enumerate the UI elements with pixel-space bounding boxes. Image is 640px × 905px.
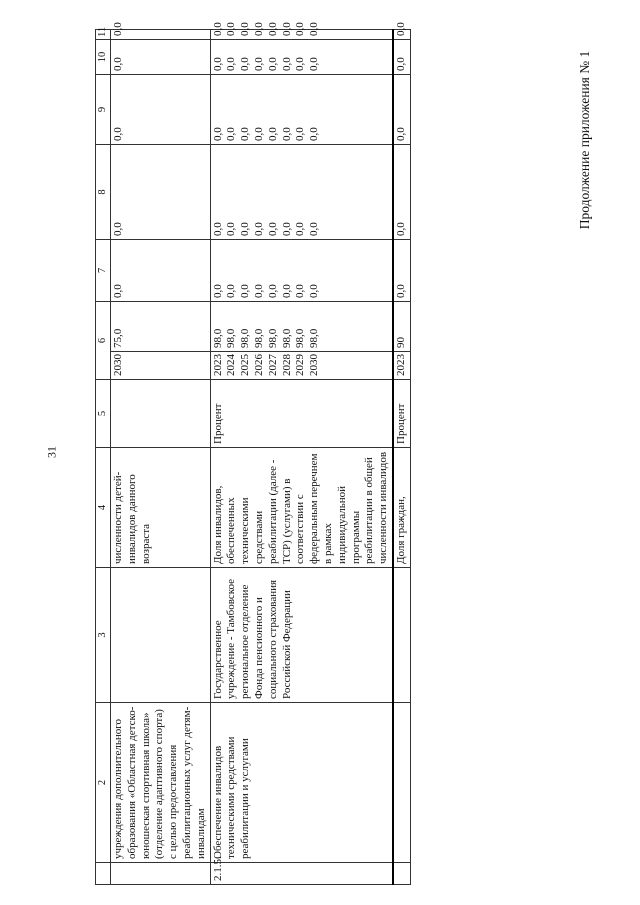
col9-value: 0,0: [211, 127, 224, 141]
header-cell: 4: [96, 448, 111, 568]
value-cell: [210, 302, 393, 352]
value-value: 75,0: [112, 328, 124, 348]
year-value: 2025: [239, 354, 252, 376]
row-number-cell: [111, 863, 211, 885]
col8-value: 0,0: [239, 222, 252, 236]
year-cell: [210, 352, 393, 380]
name-cell: [393, 703, 410, 863]
header-cell: 8: [96, 145, 111, 240]
table-row: [111, 30, 211, 885]
col7-value: 0,0: [394, 284, 407, 298]
header-cell: 2: [96, 703, 111, 863]
col9-value: 0,0: [280, 127, 293, 141]
col7-cell: [111, 240, 211, 302]
year-value: 2023: [211, 354, 224, 376]
header-cell: [96, 863, 111, 885]
col7-value: 0,0: [225, 284, 238, 298]
name-cell: учреждения дополнительного образования «Областная детско-юношеская спортивная школа» (отделение адаптивного спорта) с целью предоставления реабилитационных услуг детям-инвалидам: [111, 703, 211, 863]
col8-value: 0,0: [294, 222, 307, 236]
year-value: 2030: [308, 354, 321, 376]
row-number-cell: 2.1.5.: [210, 863, 393, 885]
col11-value: 0,0: [225, 22, 238, 36]
col7-value: 0,0: [308, 284, 321, 298]
col7-value: 0,0: [252, 284, 265, 298]
col10-cell: [393, 40, 410, 75]
indicator-cell: Доля граждан,: [393, 448, 410, 568]
table-body: [96, 22, 411, 885]
value-cell: [111, 302, 211, 352]
col11-value: 0,0: [280, 22, 293, 36]
col11-value: 0,0: [211, 22, 224, 36]
col7-value: 0,0: [112, 284, 124, 298]
value-value: 98,0: [239, 328, 252, 348]
rotated-table-container: [95, 22, 570, 885]
appendix-title: Продолжение приложения № 1: [577, 50, 592, 230]
indicator-cell: Доля инвалидов, обеспеченных техническими средствами реабилитации (далее - ТСР) (услугами) в соответствии с федеральным перечнем в рамках индивидуальной программы реабилитации в общей численности инвалидов: [210, 448, 393, 568]
value-value: 98,0: [280, 328, 293, 348]
year-value: 2027: [266, 354, 279, 376]
col8-value: 0,0: [252, 222, 265, 236]
header-cell: 3: [96, 568, 111, 703]
col9-value: 0,0: [252, 127, 265, 141]
col7-cell: [210, 240, 393, 302]
col10-value: 0,0: [112, 57, 124, 71]
value-value: 98,0: [294, 328, 307, 348]
col10-value: 0,0: [280, 57, 293, 71]
header-row: [96, 30, 111, 885]
value-value: 98,0: [211, 328, 224, 348]
col11-cell: [111, 22, 211, 40]
col11-cell: [393, 22, 410, 40]
col9-value: 0,0: [308, 127, 321, 141]
col8-cell: [393, 145, 410, 240]
year-cell: [393, 352, 410, 380]
col9-value: 0,0: [394, 127, 407, 141]
col10-value: 0,0: [225, 57, 238, 71]
year-value: 2030: [112, 354, 124, 376]
col7-value: 0,0: [266, 284, 279, 298]
table-row: [210, 30, 393, 885]
value-value: 98,0: [308, 328, 321, 348]
col11-value: 0,0: [239, 22, 252, 36]
executor-cell: [393, 568, 410, 703]
col8-cell: [111, 145, 211, 240]
value-cell: [393, 302, 410, 352]
col8-value: 0,0: [308, 222, 321, 236]
col11-value: 0,0: [266, 22, 279, 36]
year-value: 2029: [294, 354, 307, 376]
indicator-cell: численности детей-инвалидов данного возраста: [111, 448, 211, 568]
col10-value: 0,0: [252, 57, 265, 71]
col10-value: 0,0: [211, 57, 224, 71]
value-value: 90: [394, 337, 407, 348]
col8-value: 0,0: [112, 222, 124, 236]
col7-value: 0,0: [211, 284, 224, 298]
executor-cell: Государственное учреждение - Тамбовское региональное отделение Фонда пенсионного и социального страхования Российской Федерации: [210, 568, 393, 703]
unit-cell: [111, 380, 211, 448]
col11-cell: [210, 22, 393, 40]
col11-value: 0,0: [308, 22, 321, 36]
col7-cell: [393, 240, 410, 302]
year-value: 2024: [225, 354, 238, 376]
col7-value: 0,0: [294, 284, 307, 298]
col9-cell: [393, 75, 410, 145]
header-cell: 11: [96, 30, 111, 40]
row-number-cell: [393, 863, 410, 885]
col10-value: 0,0: [294, 57, 307, 71]
col8-value: 0,0: [266, 222, 279, 236]
col10-value: 0,0: [308, 57, 321, 71]
col9-value: 0,0: [225, 127, 238, 141]
col10-value: 0,0: [394, 57, 407, 71]
col11-value: 0,0: [294, 22, 307, 36]
col11-value: 0,0: [252, 22, 265, 36]
col9-value: 0,0: [239, 127, 252, 141]
unit-cell: Процент: [210, 380, 393, 448]
table-row: [393, 30, 410, 885]
value-value: 98,0: [266, 328, 279, 348]
col10-cell: [210, 40, 393, 75]
header-cell: 6: [96, 302, 111, 380]
name-cell: Обеспечение инвалидов техническими средствами реабилитации и услугами: [210, 703, 393, 863]
indicators-table: [95, 22, 411, 885]
year-value: 2023: [394, 354, 407, 376]
header-cell: 7: [96, 240, 111, 302]
col8-value: 0,0: [225, 222, 238, 236]
col8-cell: [210, 145, 393, 240]
unit-cell: Процент: [393, 380, 410, 448]
value-value: 98,0: [252, 328, 265, 348]
col10-value: 0,0: [239, 57, 252, 71]
col11-value: 0,0: [112, 22, 124, 36]
col9-value: 0,0: [112, 127, 124, 141]
col8-value: 0,0: [394, 222, 407, 236]
col11-value: 0,0: [394, 22, 407, 36]
page-number: 31: [44, 446, 59, 458]
col9-cell: [111, 75, 211, 145]
col8-value: 0,0: [211, 222, 224, 236]
header-cell: 9: [96, 75, 111, 145]
executor-cell: [111, 568, 211, 703]
year-value: 2028: [280, 354, 293, 376]
col7-value: 0,0: [280, 284, 293, 298]
col7-value: 0,0: [239, 284, 252, 298]
col8-value: 0,0: [280, 222, 293, 236]
col10-value: 0,0: [266, 57, 279, 71]
col9-value: 0,0: [266, 127, 279, 141]
year-value: 2026: [252, 354, 265, 376]
header-cell: 5: [96, 380, 111, 448]
col9-value: 0,0: [294, 127, 307, 141]
col10-cell: [111, 40, 211, 75]
col9-cell: [210, 75, 393, 145]
value-value: 98,0: [225, 328, 238, 348]
year-cell: [111, 352, 211, 380]
header-cell: 10: [96, 40, 111, 75]
